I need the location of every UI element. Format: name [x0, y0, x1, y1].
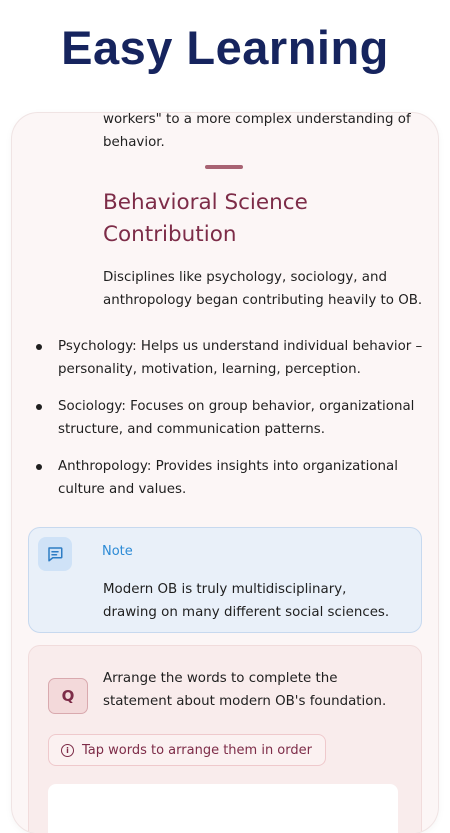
bullet-text: Psychology: Helps us understand individual behavior – personality, motivation, learning, perception.: [58, 339, 423, 377]
chat-bubble-icon: [38, 537, 72, 571]
section-divider: [205, 165, 243, 169]
bullet-dot: [36, 464, 42, 470]
note-callout: [28, 527, 422, 633]
lesson-card[interactable]: [12, 113, 438, 833]
section-title: Behavioral Science Contribution: [103, 190, 308, 247]
note-text: Modern OB is truly multidisciplinary, drawing on many different social sciences.: [103, 582, 390, 620]
info-icon: i: [61, 744, 74, 757]
instruction-chip: [48, 734, 326, 766]
instruction-text: Tap words to arrange them in order: [82, 742, 312, 758]
quiz-card: [28, 645, 422, 833]
bullet-text: Sociology: Focuses on group behavior, organizational structure, and communication patterns.: [58, 399, 415, 437]
bullet-list: [34, 335, 424, 515]
note-label: Note: [102, 544, 133, 559]
question-badge: Q: [48, 678, 88, 714]
bullet-dot: [36, 344, 42, 350]
section-body: Disciplines like psychology, sociology, and anthropology began contributing heavily to OB.: [103, 270, 423, 308]
bullet-text: Anthropology: Provides insights into organizational culture and values.: [58, 459, 398, 497]
bullet-item-sociology: [34, 395, 424, 441]
promo-headline: Easy Learning: [61, 21, 389, 74]
bullet-dot: [36, 404, 42, 410]
intro-paragraph: workers" to a more complex understanding of behavior.: [103, 113, 411, 150]
bullet-item-psychology: [34, 335, 424, 381]
answer-drop-area[interactable]: [48, 784, 398, 833]
bullet-item-anthropology: [34, 455, 424, 501]
question-text: Arrange the words to complete the statement about modern OB's foundation.: [103, 671, 387, 709]
